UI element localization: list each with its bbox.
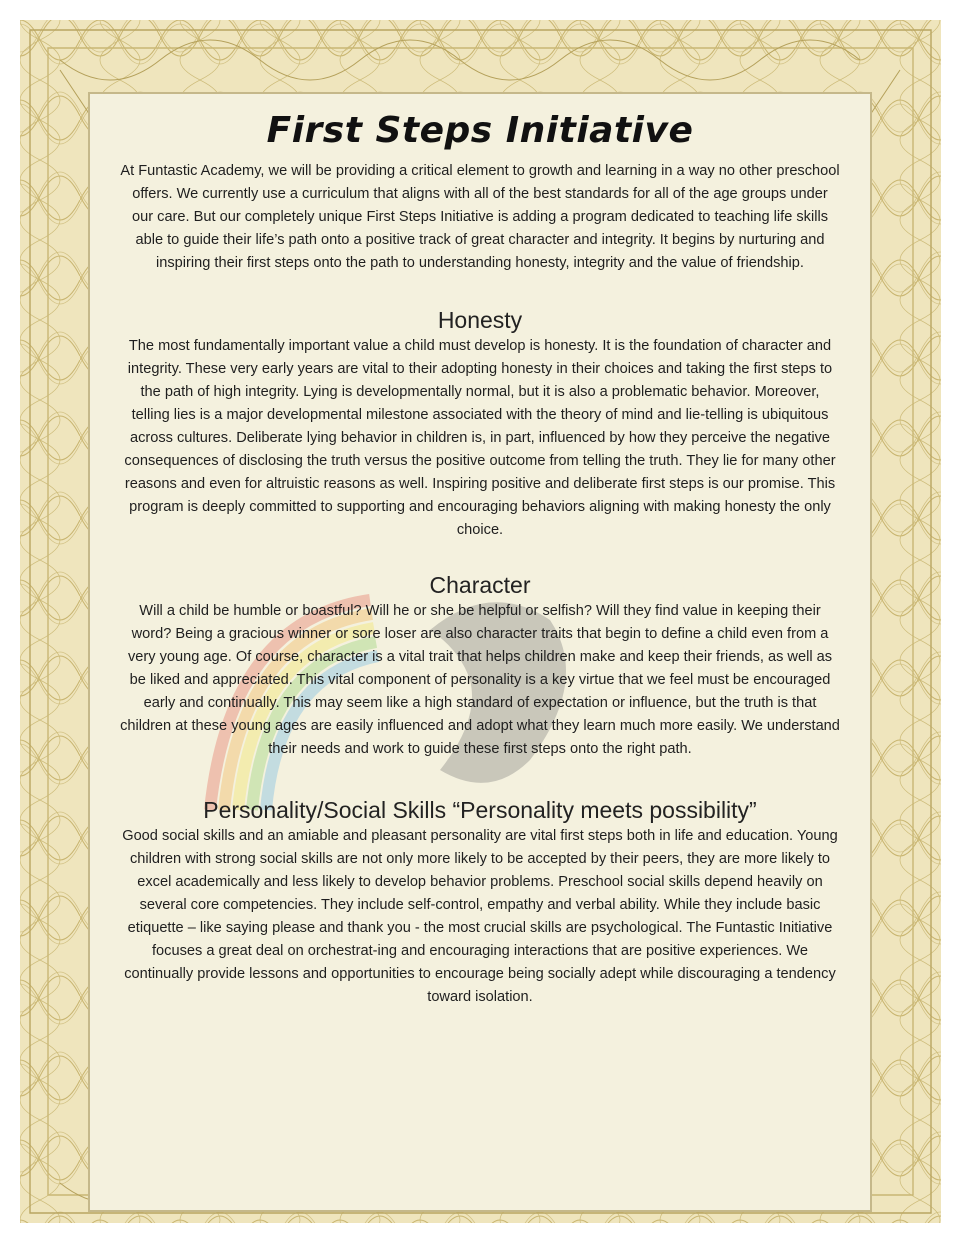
intro-paragraph: At Funtastic Academy, we will be providing a critical element to growth and learning in a way no other preschool offers. We currently use a curriculum that aligns with all of the best standards for all of the age groups under our care. But our completely unique First Steps Initiative is adding a program dedicated to teaching life skills able to guide their life’s path onto a positive track of great character and integrity. It begins by nurturing and inspiring their first steps onto the path to understanding honesty, integrity and the value of friendship. <box>120 163 840 271</box>
section-heading-honesty: Honesty <box>437 307 523 333</box>
section-heading-character: Character <box>429 572 531 598</box>
section-body-character: Will a child be humble or boastful? Will he or she be helpful or selfish? Will they find value in keeping their word? Being a gracious winner or sore loser are also character traits that begin to define a child even from a very young age. Of course, character is a vital trait that helps children make and keep their friends, as well as be liked and appreciated. This vital component of personality is a key virtue that we feel must be encouraged early and continually. This may seem like a high standard of expectation or influence, but the truth is that children at these young ages are easily influenced and adopt what they learn much more easily. We understand their needs and work to guide these first steps onto the right path. <box>120 603 840 757</box>
section-body-social-skills: Good social skills and an amiable and pleasant personality are vital first steps both in life and education. Young children with strong social skills are not only more likely to be accepted by their peers, they are more likely to excel academically and less likely to develop behavior problems. Preschool social skills depend heavily on several core competencies. They include self-control, empathy and verbal ability. While they include basic etiquette – like saying please and thank you - the most crucial skills are psychological. The Funtastic Initiative focuses a great deal on orchestrat-ing and encouraging interactions that are positive experiences. We continually provide lessons and opportunities to encourage being socially adept while discouraging a tendency toward isolation. <box>122 828 838 1005</box>
document-body <box>120 108 840 1009</box>
document-title: First Steps Initiative <box>266 110 694 151</box>
section-body-honesty: The most fundamentally important value a child must develop is honesty. It is the foundation of character and integrity. These very early years are vital to their adopting honesty in their choices and taking the first steps to the path of high integrity. Lying is developmentally normal, but it is also a problematic behavior. Moreover, telling lies is a major developmental milestone associated with the theory of mind and lie-telling is ubiquitous across cultures. Deliberate lying behavior in children is, in part, influenced by how they perceive the negative consequences of disclosing the truth versus the positive outcome from telling the truth. They lie for many other reasons and even for altruistic reasons as well. Inspiring positive and deliberate first steps is our promise. This program is deeply committed to supporting and encouraging behaviors aligning with making honesty the only choice. <box>124 338 836 538</box>
section-heading-social-skills: Personality/Social Skills “Personality meets possibility” <box>203 797 757 823</box>
